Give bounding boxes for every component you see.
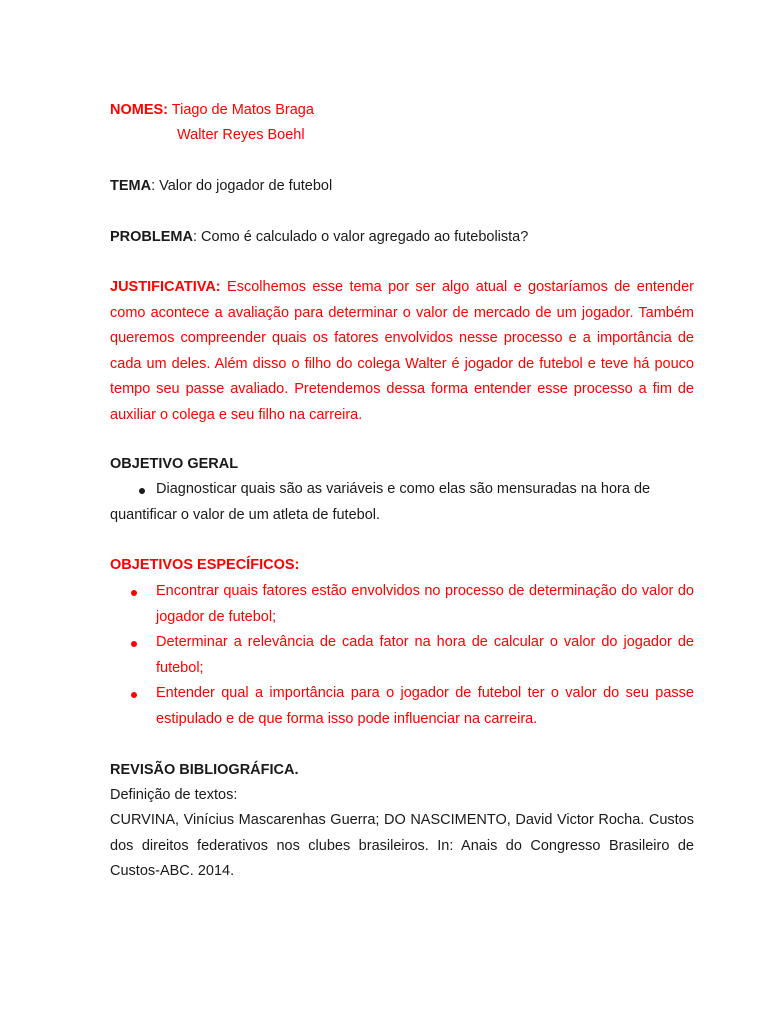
problema-text: : Como é calculado o valor agregado ao futebolista? [192,229,529,245]
names-line-2 [177,127,305,143]
revisao-reference: CURVINA, Vinícius Mascarenhas Guerra; DO NASCIMENTO, David Victor Rocha. Custos dos direitos federativos nos clubes brasileiros. In: Anais do Congresso Brasileiro de Custos-ABC. 2014. [110,812,694,879]
tema-line [110,178,332,194]
revisao-subheading: Definição de textos: [110,787,238,803]
bullet-dot [131,590,137,596]
tema-label: TEMA [110,178,152,194]
objetivo-especifico-item: Determinar a relevância de cada fator na hora de calcular o valor do jogador de futebol; [156,634,694,676]
problema-line [110,229,528,245]
names-label: NOMES: [110,102,168,118]
bullet-dot [139,488,145,494]
objetivo-especifico-item: Encontrar quais fatores estão envolvidos no processo de determinação do valor do jogador de futebol; [156,583,694,625]
bullet-dot [131,692,137,698]
justificativa-paragraph [110,275,694,428]
justificativa-text: Escolhemos esse tema por ser algo atual e gostaríamos de entender como acontece a avaliação para determinar o valor de mercado de um jogador. Também queremos compreender quais os fatores envolvidos nesse processo e a importância de cada um deles. Além disso o filho do colega Walter é jogador de futebol e teve há pouco tempo seu passe avaliado. Pretendemos dessa forma entender esse processo a fim de auxiliar o colega e seu filho na carreira. [110,279,695,423]
objetivo-especifico-item: Entender qual a importância para o jogador de futebol ter o valor do seu passe estipulado e de que forma isso pode influenciar na carreira. [156,685,694,727]
name-1: Tiago de Matos Braga [171,102,314,118]
names-line-1 [110,102,314,118]
tema-text: : Valor do jogador de futebol [151,178,333,194]
objetivo-geral-item-line-2: quantificar o valor de um atleta de futebol. [110,507,381,523]
objetivo-geral-heading: OBJETIVO GERAL [110,456,239,472]
objetivos-especificos-heading: OBJETIVOS ESPECÍFICOS: [110,557,300,573]
name-2: Walter Reyes Boehl [177,127,305,143]
bullet-dot [131,641,137,647]
revisao-heading: REVISÃO BIBLIOGRÁFICA. [110,762,299,778]
objetivo-geral-item-line-1: Diagnosticar quais são as variáveis e como elas são mensuradas na hora de [156,481,651,497]
problema-label: PROBLEMA [110,229,193,245]
justificativa-label: JUSTIFICATIVA: [110,279,221,295]
